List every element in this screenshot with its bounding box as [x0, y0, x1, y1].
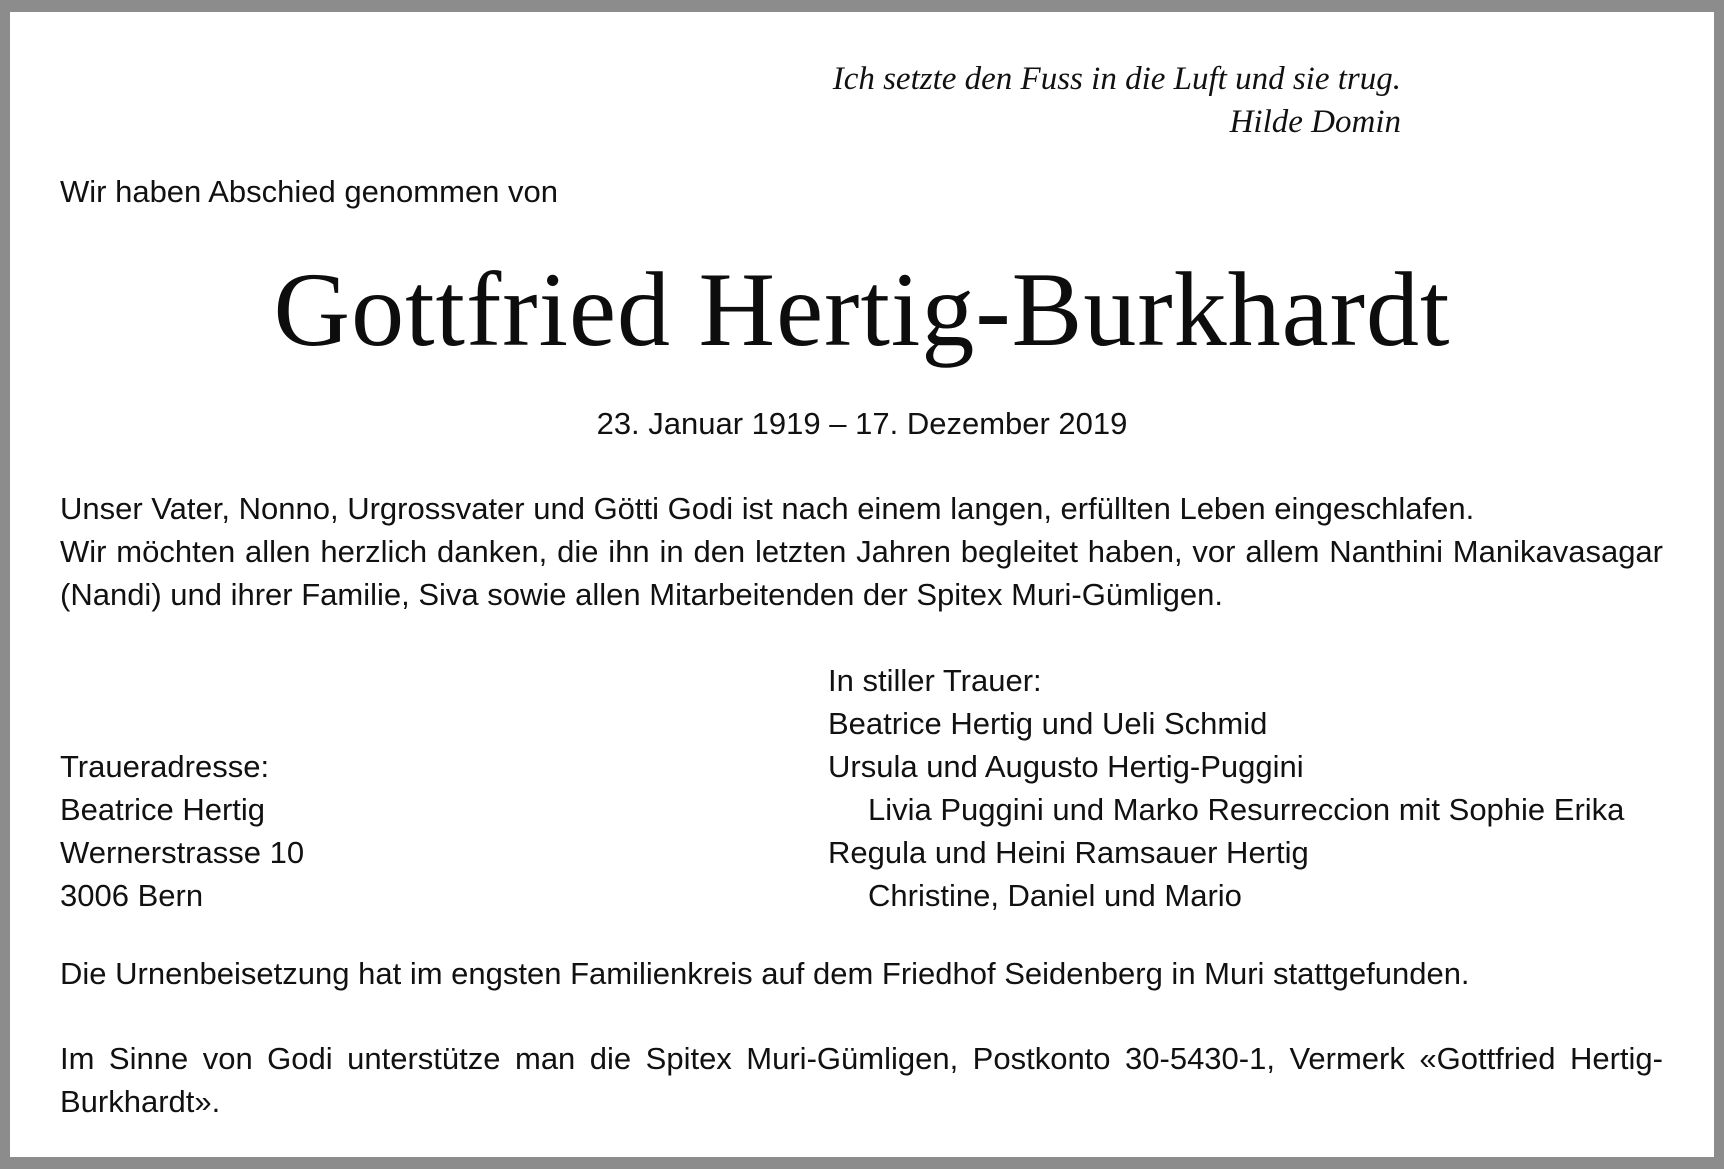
address-city: 3006 Bern [60, 878, 204, 913]
mourner-entry: Beatrice Hertig und Ueli Schmid [828, 706, 1268, 741]
donation-note: Im Sinne von Godi unterstütze man die Spitex Muri-Gümligen, Postkonto 30-5430-1, Vermerk «Gottfried Hertig-Burkhardt». [60, 1041, 1663, 1119]
address-heading: Traueradresse: [60, 749, 270, 784]
mourner-entry: Regula und Heini Ramsauer Hertig [828, 835, 1309, 870]
address-street: Wernerstrasse 10 [60, 835, 305, 870]
mourner-entry: Ursula und Augusto Hertig-Puggini [828, 749, 1304, 784]
mourning-address [60, 745, 304, 917]
quote-text: Ich setzte den Fuss in die Luft und sie trug. [832, 61, 1401, 97]
message-line-1: Unser Vater, Nonno, Urgrossvater und Götti Godi ist nach einem langen, erfüllten Leben eingeschlafen. [60, 491, 1475, 526]
intro-line: Wir haben Abschied genommen von [60, 174, 559, 209]
mourners-heading: In stiller Trauer: [828, 663, 1042, 698]
obituary-notice [10, 12, 1714, 1157]
epigraph-quote [833, 58, 1401, 144]
mourners-list [828, 659, 1624, 917]
message-text [60, 487, 1663, 616]
message-line-2: Wir möchten allen herzlich danken, die ihn in den letzten Jahren begleitet haben, vor allem Nanthini Manikavasagar (Nandi) und ihrer Familie, Siva sowie allen Mitarbeitenden der Spitex Muri-Gümligen. [60, 534, 1663, 612]
mourner-entry-indented: Livia Puggini und Marko Resurreccion mit Sophie Erika [868, 792, 1625, 827]
burial-note: Die Urnenbeisetzung hat im engsten Familienkreis auf dem Friedhof Seidenberg in Muri stattgefunden. [60, 956, 1470, 991]
life-dates: 23. Januar 1919 – 17. Dezember 2019 [596, 406, 1128, 441]
mourner-entry-indented: Christine, Daniel und Mario [868, 878, 1242, 913]
deceased-name: Gottfried Hertig-Burkhardt [273, 251, 1451, 368]
address-name: Beatrice Hertig [60, 792, 266, 827]
quote-author: Hilde Domin [1229, 104, 1401, 140]
